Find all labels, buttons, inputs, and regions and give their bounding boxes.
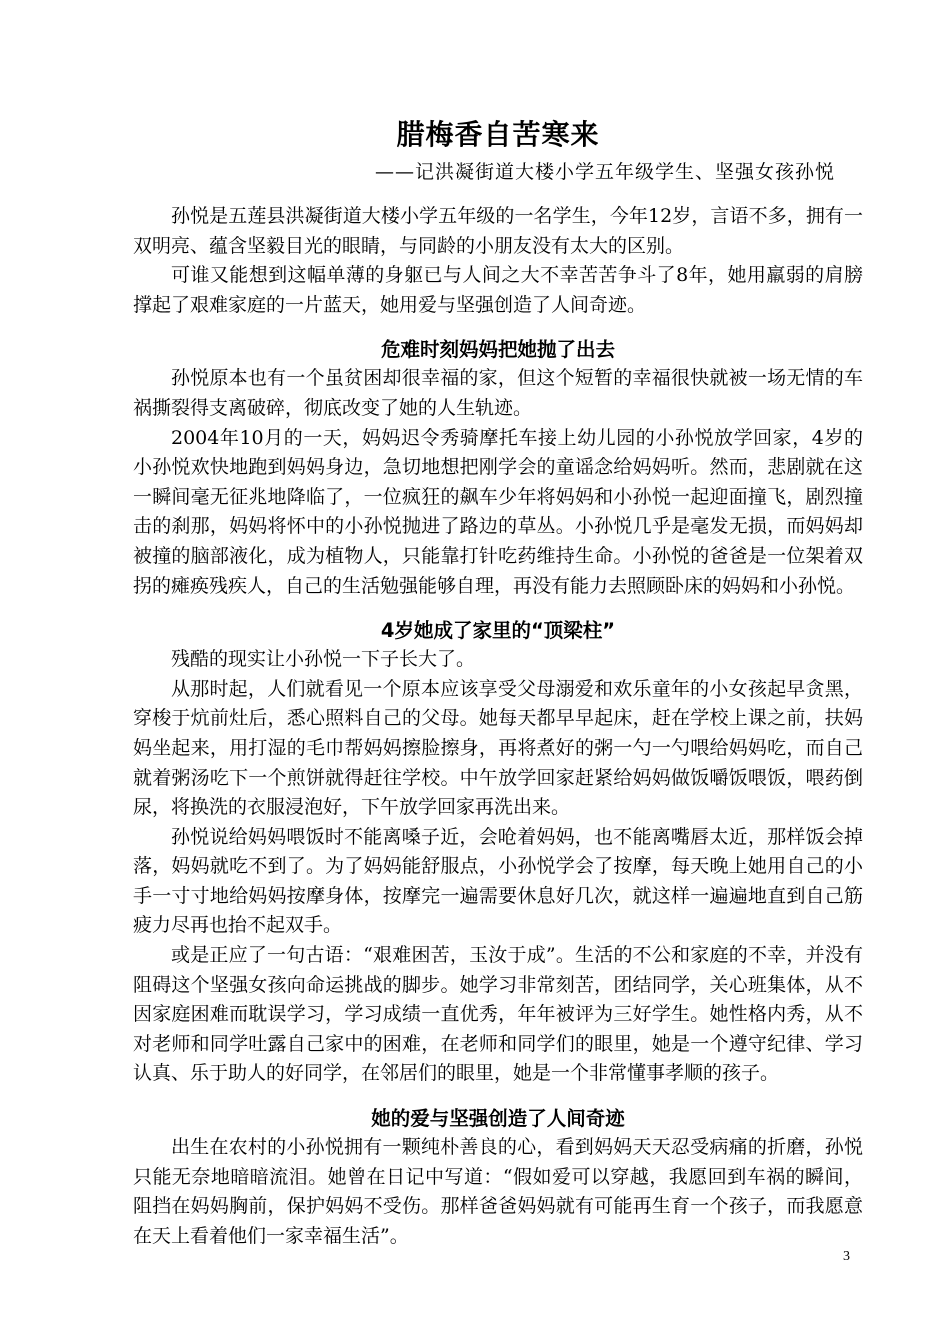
section-heading: 她的爱与坚强创造了人间奇迹 [371, 1107, 625, 1131]
document-body [133, 112, 863, 1251]
document-title: 腊梅香自苦寒来 [396, 118, 600, 151]
section-paragraph: 残酷的现实让小孙悦一下子长大了。 [171, 648, 476, 671]
page-number: 3 [843, 1249, 850, 1264]
document-subtitle: ——记洪凝街道大楼小学五年级学生、坚强女孩孙悦 [374, 161, 835, 183]
intro-paragraph: 孙悦是五莲县洪凝街道大楼小学五年级的一名学生，今年12岁，言语不多，拥有一双明亮、蕴含坚毅目光的眼睛，与同龄的小朋友没有太大的区别。 [133, 205, 863, 257]
section-paragraph: 或是正应了一句古语：“艰难困苦，玉汝于成”。生活的不公和家庭的不幸，并没有阻碍这个坚强女孩向命运挑战的脚步。她学习非常刻苦，团结同学，关心班集体，从不因家庭困难而耽误学习，学习成绩一直优秀，年年被评为三好学生。她性格内秀，从不对老师和同学吐露自己家中的困难，在老师和同学们的眼里，她是一个遵守纪律、学习认真、乐于助人的好同学，在邻居们的眼里，她是一个非常懂事孝顺的孩子。 [133, 944, 863, 1085]
section-paragraph: 孙悦说给妈妈喂饭时不能离嗓子近，会呛着妈妈，也不能离嘴唇太近，那样饭会掉落，妈妈就吃不到了。为了妈妈能舒服点，小孙悦学会了按摩，每天晚上她用自己的小手一寸寸地给妈妈按摩身体，按摩完一遍需要休息好几次，就这样一遍遍地直到自己筋疲力尽再也抬不起双手。 [133, 825, 863, 937]
section-paragraph: 2004年10月的一天，妈妈迟令秀骑摩托车接上幼儿园的小孙悦放学回家，4岁的小孙悦欢快地跑到妈妈身边，急切地想把刚学会的童谣念给妈妈听。然而，悲剧就在这一瞬间毫无征兆地降临了，一位疯狂的飙车少年将妈妈和小孙悦一起迎面撞飞，剧烈撞击的刹那，妈妈将怀中的小孙悦抛进了路边的草丛。小孙悦几乎是毫发无损，而妈妈却被撞的脑部液化，成为植物人，只能靠打针吃药维持生命。小孙悦的爸爸是一位架着双拐的瘫痪残疾人，自己的生活勉强能够自理，再没有能力去照顾卧床的妈妈和小孙悦。 [133, 426, 863, 597]
section-paragraph: 从那时起，人们就看见一个原本应该享受父母溺爱和欢乐童年的小女孩起早贪黑，穿梭于炕前灶后，悉心照料自己的父母。她每天都早早起床，赶在学校上课之前，扶妈妈坐起来，用打湿的毛巾帮妈妈擦脸擦身，再将煮好的粥一勺一勺喂给妈妈吃，而自己就着粥汤吃下一个煎饼就得赶往学校。中午放学回家赶紧给妈妈做饭嚼饭喂饭，喂药倒尿，将换洗的衣服浸泡好，下午放学回家再洗出来。 [133, 677, 863, 819]
section-heading: 4岁她成了家里的“顶梁柱” [380, 619, 616, 643]
intro-paragraph: 可谁又能想到这幅单薄的身躯已与人间之大不幸苦苦争斗了8年，她用羸弱的肩膀撑起了艰难家庭的一片蓝天，她用爱与坚强创造了人间奇迹。 [133, 264, 863, 316]
section-paragraph: 出生在农村的小孙悦拥有一颗纯朴善良的心，看到妈妈天天忍受病痛的折磨，孙悦只能无奈地暗暗流泪。她曾在日记中写道：“假如爱可以穿越，我愿回到车祸的瞬间，阻挡在妈妈胸前，保护妈妈不受伤。那样爸爸妈妈就有可能再生育一个孩子，而我愿意在天上看着他们一家幸福生活”。 [133, 1136, 863, 1247]
section-paragraph: 孙悦原本也有一个虽贫困却很幸福的家，但这个短暂的幸福很快就被一场无情的车祸撕裂得支离破碎，彻底改变了她的人生轨迹。 [133, 367, 863, 419]
section-heading: 危难时刻妈妈把她抛了出去 [380, 338, 615, 362]
